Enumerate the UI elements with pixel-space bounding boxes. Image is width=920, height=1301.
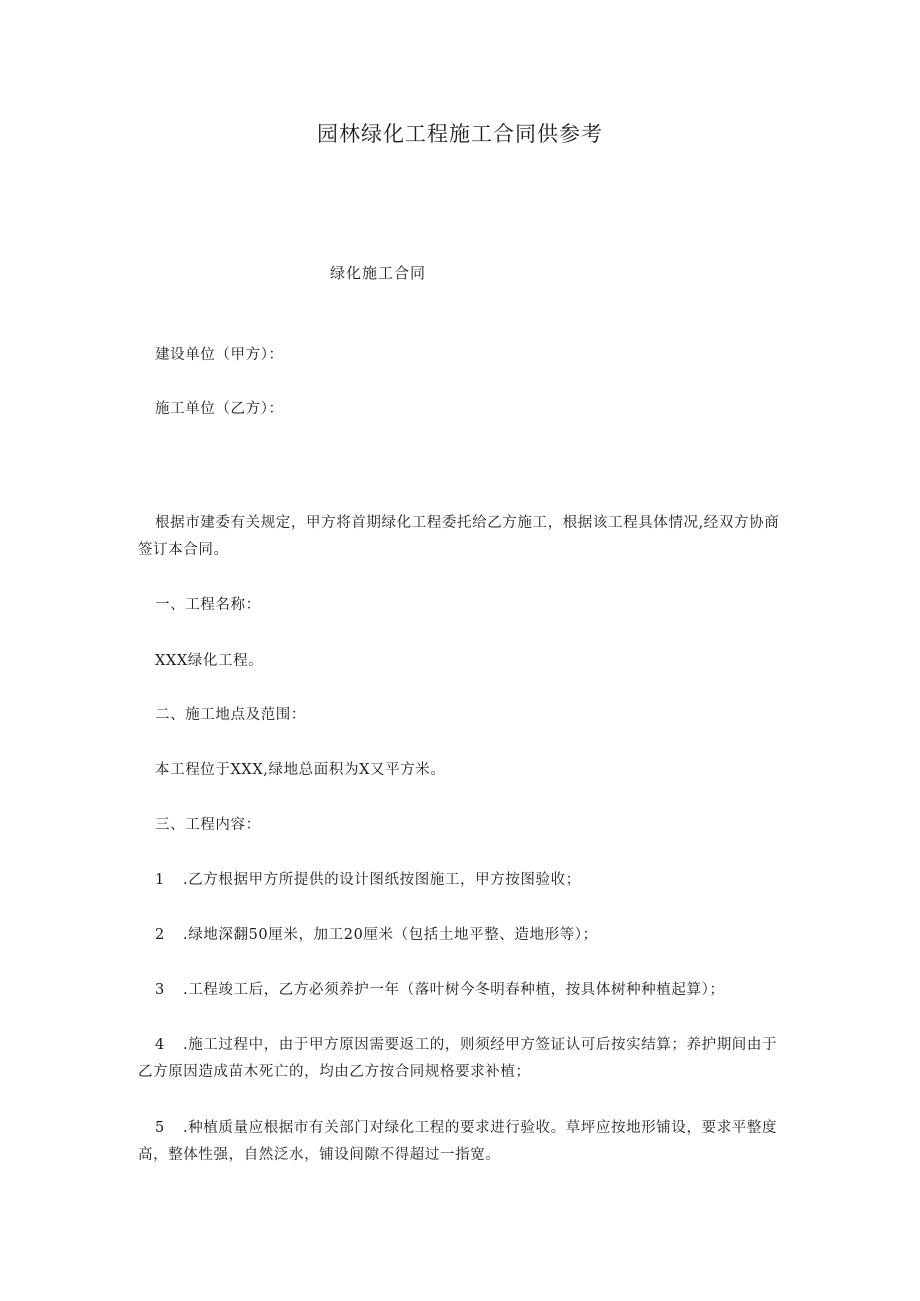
section-3-heading: 三、工程内容： [155,817,261,833]
list-item [138,922,788,949]
list-item [138,867,788,894]
party-b-line: 施工单位（乙方）： [155,401,284,417]
list-item [138,1032,788,1086]
item-text: .施工过程中，由于甲方原因需要返工的，则须经甲方签证认可后按实结算；养护期间由于乙方原因造成苗木死亡的，均由乙方按合同规格要求补植； [138,1037,778,1080]
party-a-line: 建设单位（甲方）： [155,347,284,363]
item-text: .乙方根据甲方所提供的设计图纸按图施工，甲方按图验收； [183,872,581,888]
preamble-paragraph: 根据市建委有关规定，甲方将首期绿化工程委托给乙方施工，根据该工程具体情况,经双方协商签订本合同。 [138,515,780,558]
item-number: 4 [155,1037,165,1053]
section-2-body: 本工程位于XXX,绿地总面积为X又平方米。 [155,762,446,778]
item-text: .工程竣工后，乙方必须养护一年（落叶树今冬明春种植，按具体树种种植起算）； [183,982,725,998]
document-title: 园林绿化工程施工合同供参考 [317,122,603,146]
item-number: 5 [155,1120,165,1136]
section-1-heading: 一、工程名称： [155,597,261,613]
item-number: 1 [155,872,165,888]
section-2-heading: 二、施工地点及范围： [155,707,306,723]
item-text: .种植质量应根据市有关部门对绿化工程的要求进行验收。草坪应按地形铺设，要求平整度高，整体性强，自然泛水，铺设间隙不得超过一指宽。 [138,1120,778,1163]
item-number: 2 [155,927,165,943]
section-1-body: XXX绿化工程。 [155,653,264,669]
list-item [138,1115,788,1169]
item-number: 3 [155,982,165,998]
list-item [138,977,788,1004]
contract-title: 绿化施工合同 [330,264,427,282]
item-text: .绿地深翻50厘米，加工20厘米（包括土地平整、造地形等）； [183,927,598,943]
